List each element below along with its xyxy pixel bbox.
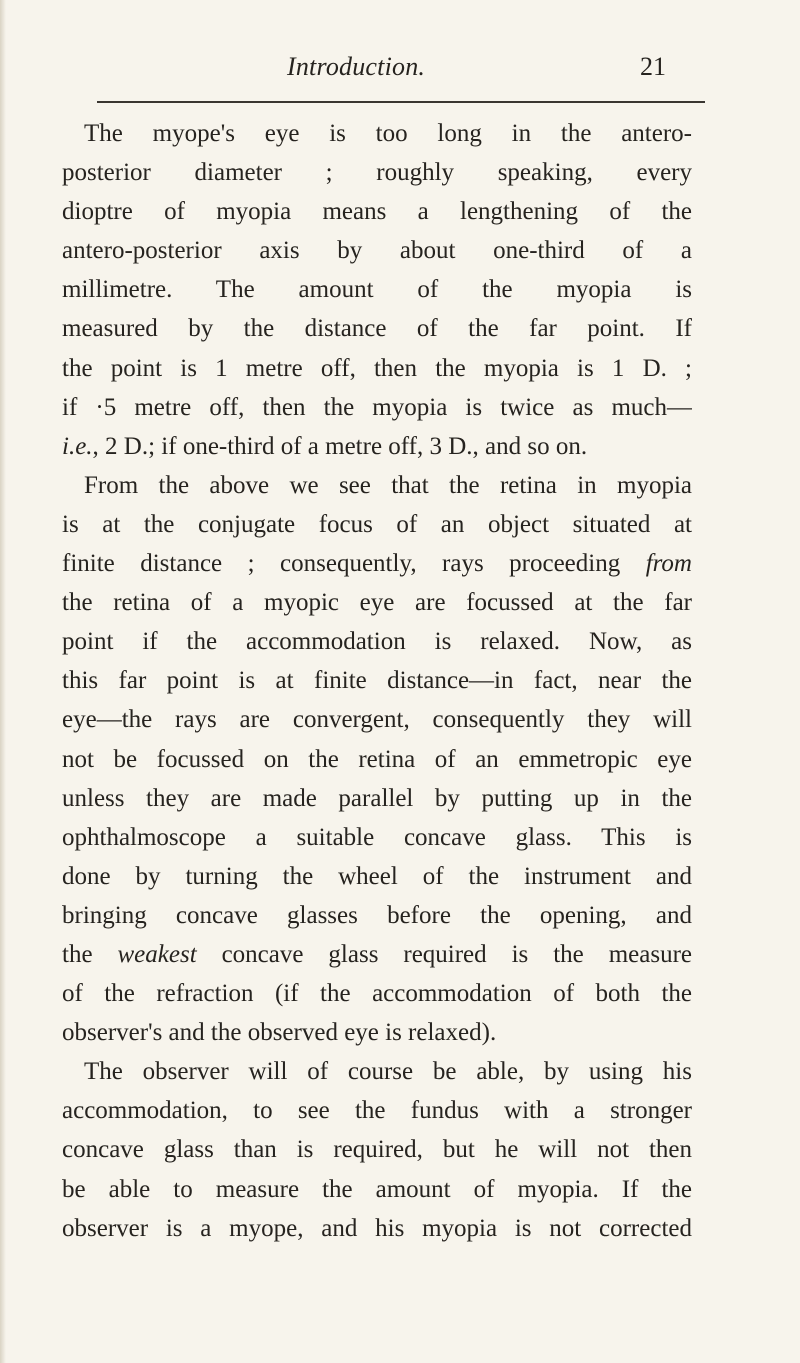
running-title: Introduction. [287,52,426,81]
text-segment: , 2 D.; if one-third of a metre off, 3 D., and so on. [92,432,588,460]
text-line: observer's and the observed eye is relaxed). [62,1019,497,1047]
text-segment: the [62,940,118,968]
text-line: concave glass than is required, but he will not then [62,1136,692,1164]
text-line: The observer will of course be able, by using his [84,1058,692,1086]
text-line [62,544,692,583]
text-line: eye—the rays are convergent, consequently they will [62,706,692,734]
text-line: of the refraction (if the accommodation of both the [62,980,692,1008]
text-line: accommodation, to see the fundus with a stronger [62,1097,692,1125]
page-edge-shadow [0,0,6,1363]
text-line: ophthalmoscope a suitable concave glass. This is [62,823,692,851]
text-line: unless they are made parallel by putting up in the [62,784,692,812]
italic-segment: i.e. [62,432,93,460]
text-line: bringing concave glasses before the opening, and [62,901,692,929]
text-line: the point is 1 metre off, then the myopia is 1 D. ; [62,354,692,382]
text-line: be able to measure the amount of myopia. If the [62,1175,692,1203]
text-segment: concave glass required is the measure [196,940,692,968]
page-number: 21 [640,52,666,81]
italic-segment: from [645,550,692,578]
text-line: this far point is at finite distance—in fact, near the [62,667,692,695]
text-line: done by turning the wheel of the instrument and [62,862,692,890]
text-line: millimetre. The amount of the myopia is [62,276,692,304]
text-line: observer is a myope, and his myopia is not corrected [62,1214,692,1242]
text-line: The myope's eye is too long in the antero- [84,120,692,147]
text-line: measured by the distance of the far point. If [62,315,692,343]
text-line: the retina of a myopic eye are focussed at the far [62,589,692,617]
text-line: dioptre of myopia means a lengthening of the [62,198,692,226]
text-segment: finite distance ; consequently, rays proceeding [62,550,646,578]
body-paragraphs [62,114,692,1248]
text-line: posterior diameter ; roughly speaking, every [62,159,692,187]
header-rule [97,101,705,103]
page-header [0,52,800,86]
body-text [62,114,692,1248]
text-line: point if the accommodation is relaxed. Now, as [62,628,692,656]
text-line: From the above we see that the retina in myopia [84,471,692,499]
text-line: antero-posterior axis by about one-third of a [62,237,692,265]
text-line: if ·5 metre off, then the myopia is twice as much— [62,393,692,421]
italic-segment: weakest [117,940,197,968]
text-line: not be focussed on the retina of an emmetropic eye [62,745,692,773]
text-line [62,935,692,974]
text-line: is at the conjugate focus of an object situated at [62,510,692,538]
text-line [62,427,692,466]
